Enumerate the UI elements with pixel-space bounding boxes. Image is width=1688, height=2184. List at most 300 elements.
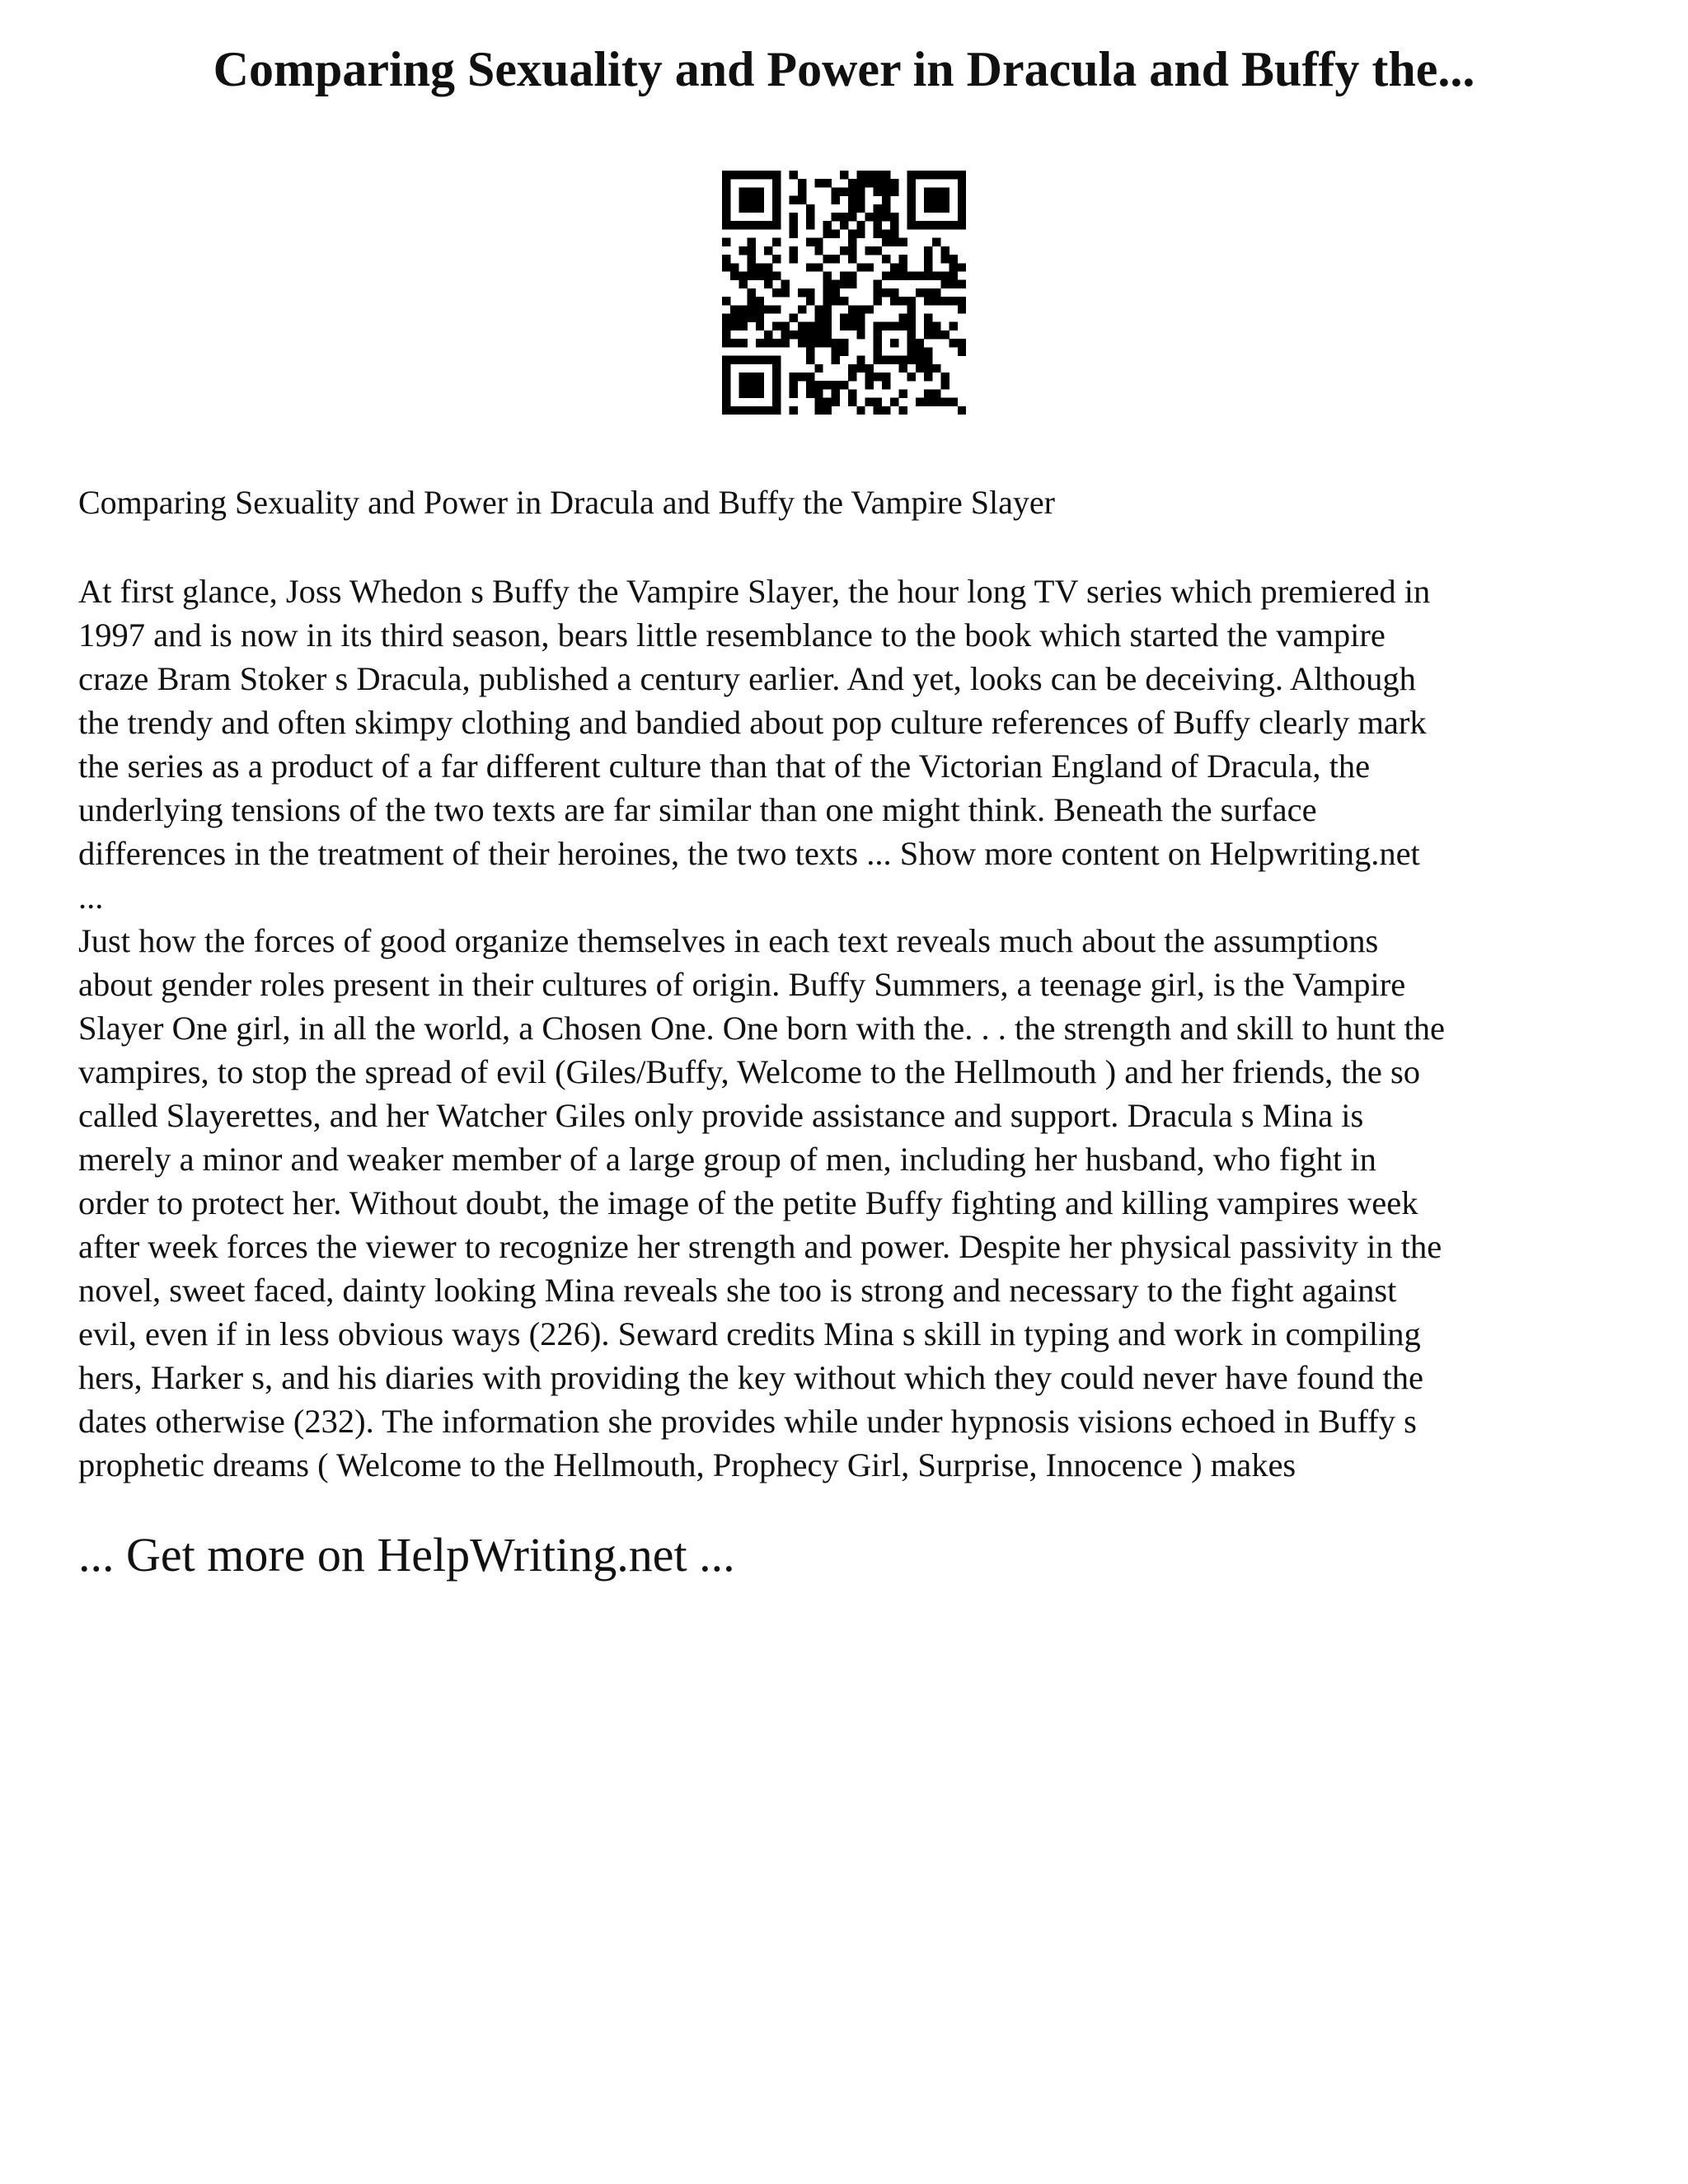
qr-module [940, 246, 949, 255]
qr-module [874, 398, 882, 406]
qr-module [950, 280, 958, 288]
qr-module [722, 187, 730, 195]
qr-module [950, 297, 958, 305]
qr-module [806, 339, 814, 347]
qr-module [772, 288, 781, 297]
qr-module [772, 255, 781, 263]
qr-module [924, 171, 932, 179]
qr-code-icon[interactable] [722, 171, 966, 415]
qr-module [823, 179, 831, 187]
qr-module [790, 314, 798, 322]
qr-module [874, 187, 882, 195]
qr-module [907, 339, 916, 347]
qr-module [832, 389, 840, 397]
essay-line: about gender roles present in their cultures of origin. Buffy Summers, a teenage girl, is the Vampire [78, 966, 1406, 1003]
qr-module [924, 204, 932, 213]
qr-module [907, 196, 916, 204]
qr-module [722, 339, 730, 347]
qr-module [832, 280, 840, 288]
qr-module [814, 322, 823, 330]
show-more-line[interactable]: differences in the treatment of their heroines, the two texts ... Show more content on Helpwriting.net [78, 835, 1420, 872]
qr-module [790, 213, 798, 221]
qr-module [848, 229, 856, 237]
qr-module [748, 288, 756, 297]
qr-module [958, 179, 966, 187]
qr-module [932, 297, 940, 305]
qr-module [874, 347, 882, 355]
qr-module [756, 389, 764, 397]
qr-module [748, 271, 756, 279]
qr-module [748, 356, 756, 364]
qr-module [722, 314, 730, 322]
qr-module [840, 271, 848, 279]
qr-module [772, 381, 781, 389]
qr-module [907, 179, 916, 187]
qr-module [940, 187, 949, 195]
qr-module [890, 238, 898, 246]
qr-module [898, 238, 907, 246]
qr-module [924, 246, 932, 255]
qr-module [798, 322, 806, 330]
qr-module [940, 373, 949, 381]
qr-module [823, 406, 831, 415]
qr-module [790, 171, 798, 179]
qr-module [898, 255, 907, 263]
qr-module [738, 389, 747, 397]
qr-module [840, 187, 848, 195]
qr-module [940, 204, 949, 213]
qr-module [874, 339, 882, 347]
qr-module [924, 356, 932, 364]
qr-module [748, 204, 756, 213]
qr-module [882, 271, 890, 279]
qr-module [748, 187, 756, 195]
qr-module [958, 204, 966, 213]
essay-line: novel, sweet faced, dainty looking Mina reveals she too is strong and necessary to the fight against [78, 1272, 1397, 1309]
qr-module [738, 373, 747, 381]
qr-module [798, 373, 806, 381]
qr-module [958, 213, 966, 221]
qr-module [950, 255, 958, 263]
qr-module [898, 364, 907, 373]
qr-module [950, 271, 958, 279]
qr-module [856, 330, 865, 339]
qr-module [738, 406, 747, 415]
qr-module [798, 187, 806, 195]
qr-module [865, 381, 874, 389]
qr-module [814, 238, 823, 246]
qr-module [806, 389, 814, 397]
qr-module [814, 381, 823, 389]
qr-module [814, 263, 823, 271]
qr-module [823, 288, 831, 297]
qr-module [832, 398, 840, 406]
qr-module [907, 204, 916, 213]
qr-module [722, 356, 730, 364]
qr-module [798, 305, 806, 313]
qr-module [772, 305, 781, 313]
qr-module [916, 339, 924, 347]
qr-module [772, 171, 781, 179]
essay-line: the trendy and often skimpy clothing and bandied about pop culture references of Buffy clearly mark [78, 704, 1427, 741]
qr-module [772, 322, 781, 330]
qr-module [722, 171, 730, 179]
essay-line: Slayer One girl, in all the world, a Chosen One. One born with the. . . the strength and skill to hunt the [78, 1010, 1445, 1047]
qr-module [798, 339, 806, 347]
qr-module [748, 297, 756, 305]
qr-module [932, 288, 940, 297]
qr-module [882, 179, 890, 187]
qr-module [924, 196, 932, 204]
qr-module [874, 288, 882, 297]
qr-module [772, 406, 781, 415]
qr-module [874, 221, 882, 229]
qr-module [882, 229, 890, 237]
qr-module [882, 196, 890, 204]
qr-module [865, 373, 874, 381]
qr-module [882, 213, 890, 221]
essay-line: 1997 and is now in its third season, bears little resemblance to the book which started the vampire [78, 616, 1386, 654]
qr-module [848, 398, 856, 406]
qr-module [823, 305, 831, 313]
qr-module [806, 347, 814, 355]
qr-module [764, 339, 772, 347]
qr-module [848, 305, 856, 313]
qr-module [848, 187, 856, 195]
qr-module [856, 179, 865, 187]
qr-module [958, 263, 966, 271]
qr-module [722, 204, 730, 213]
qr-module [823, 271, 831, 279]
qr-module [738, 246, 747, 255]
qr-module [924, 347, 932, 355]
essay-line: dates otherwise (232). The information she provides while under hypnosis visions echoed in Buffy s [78, 1403, 1417, 1440]
qr-module [950, 221, 958, 229]
qr-module [738, 322, 747, 330]
qr-module [790, 373, 798, 381]
qr-module [856, 171, 865, 179]
essay-line: hers, Harker s, and his diaries with providing the key without which they could never have found the [78, 1359, 1423, 1396]
qr-module [832, 297, 840, 305]
qr-module [738, 196, 747, 204]
qr-module [823, 255, 831, 263]
qr-module [823, 339, 831, 347]
qr-module [756, 171, 764, 179]
qr-module [738, 356, 747, 364]
qr-module [806, 238, 814, 246]
qr-module [856, 229, 865, 237]
qr-module [856, 314, 865, 322]
qr-module [722, 330, 730, 339]
qr-module [722, 255, 730, 263]
qr-module [722, 398, 730, 406]
qr-module [790, 255, 798, 263]
qr-module [806, 204, 814, 213]
qr-module [772, 213, 781, 221]
qr-module [832, 196, 840, 204]
qr-module [764, 305, 772, 313]
qr-module [756, 196, 764, 204]
qr-module [764, 271, 772, 279]
qr-module [940, 381, 949, 389]
qr-module [950, 322, 958, 330]
qr-module [722, 364, 730, 373]
qr-module [890, 213, 898, 221]
qr-module [916, 288, 924, 297]
essay-line: underlying tensions of the two texts are far similar than one might think. Beneath the surface [78, 791, 1317, 828]
qr-module [882, 373, 890, 381]
qr-module [764, 246, 772, 255]
essay-line: vampires, to stop the spread of evil (Giles/Buffy, Welcome to the Hellmouth ) and her friends, the so [78, 1053, 1420, 1090]
qr-module [916, 347, 924, 355]
essay-line: Just how the forces of good organize themselves in each text reveals much about the assumptions [78, 922, 1379, 959]
qr-module [916, 356, 924, 364]
get-more-link[interactable]: ... Get more on HelpWriting.net ... [78, 1528, 735, 1582]
qr-module [958, 221, 966, 229]
qr-module [738, 339, 747, 347]
qr-module [730, 221, 738, 229]
qr-module [748, 381, 756, 389]
qr-module [924, 398, 932, 406]
qr-module [865, 171, 874, 179]
qr-module [874, 322, 882, 330]
qr-module [856, 221, 865, 229]
qr-module [882, 356, 890, 364]
qr-module [924, 314, 932, 322]
qr-module [798, 330, 806, 339]
qr-module [840, 339, 848, 347]
qr-module [916, 221, 924, 229]
qr-module [756, 356, 764, 364]
qr-module [738, 381, 747, 389]
qr-module [932, 187, 940, 195]
qr-module [764, 330, 772, 339]
qr-module [874, 330, 882, 339]
qr-module [898, 406, 907, 415]
qr-module [898, 263, 907, 271]
qr-module [848, 204, 856, 213]
qr-module [882, 406, 890, 415]
qr-module [907, 213, 916, 221]
qr-module [748, 263, 756, 271]
qr-module [848, 246, 856, 255]
qr-module [856, 406, 865, 415]
qr-module [748, 246, 756, 255]
qr-module [781, 288, 789, 297]
qr-module [848, 314, 856, 322]
qr-module [738, 221, 747, 229]
qr-module [924, 389, 932, 397]
qr-module [748, 314, 756, 322]
qr-module [958, 171, 966, 179]
essay-heading: Comparing Sexuality and Power in Dracula and Buffy the Vampire Slayer [78, 484, 1055, 521]
qr-module [907, 330, 916, 339]
qr-module [865, 179, 874, 187]
qr-module [958, 406, 966, 415]
qr-module [748, 196, 756, 204]
qr-module [748, 221, 756, 229]
qr-module [874, 246, 882, 255]
qr-module [748, 406, 756, 415]
qr-module [848, 271, 856, 279]
qr-module [756, 381, 764, 389]
qr-module [856, 305, 865, 313]
qr-module [814, 406, 823, 415]
qr-module [874, 204, 882, 213]
qr-module [722, 213, 730, 221]
qr-module [958, 347, 966, 355]
qr-module [890, 179, 898, 187]
essay-line: the series as a product of a far different culture than that of the Victorian England of Dracula, the [78, 748, 1371, 785]
qr-module [874, 171, 882, 179]
qr-module [924, 221, 932, 229]
qr-module [840, 314, 848, 322]
essay-line: after week forces the viewer to recognize her strength and power. Despite her physical passivity in the [78, 1228, 1442, 1265]
qr-module [856, 322, 865, 330]
qr-module [806, 213, 814, 221]
qr-module [832, 288, 840, 297]
qr-module [772, 238, 781, 246]
qr-module [898, 297, 907, 305]
qr-module [865, 246, 874, 255]
qr-module [907, 347, 916, 355]
qr-module [764, 221, 772, 229]
qr-module [856, 364, 865, 373]
qr-module [874, 229, 882, 237]
qr-module [730, 314, 738, 322]
qr-module [823, 229, 831, 237]
qr-module [882, 255, 890, 263]
qr-module [730, 171, 738, 179]
qr-module [932, 398, 940, 406]
qr-module [730, 339, 738, 347]
qr-module [840, 213, 848, 221]
qr-module [848, 255, 856, 263]
qr-code-graphic [722, 171, 966, 415]
qr-module [950, 339, 958, 347]
qr-module [772, 196, 781, 204]
qr-module [907, 221, 916, 229]
qr-module [823, 280, 831, 288]
qr-module [882, 322, 890, 330]
qr-module [832, 213, 840, 221]
qr-module [748, 389, 756, 397]
qr-module [781, 330, 789, 339]
qr-module [814, 330, 823, 339]
qr-module [874, 179, 882, 187]
qr-module [907, 314, 916, 322]
qr-module [865, 364, 874, 373]
qr-module [790, 229, 798, 237]
qr-module [958, 280, 966, 288]
qr-module [890, 339, 898, 347]
qr-module [907, 271, 916, 279]
qr-module [882, 238, 890, 246]
qr-module [823, 381, 831, 389]
qr-module [738, 204, 747, 213]
qr-module [764, 406, 772, 415]
qr-module [738, 187, 747, 195]
qr-module [950, 171, 958, 179]
qr-module [772, 356, 781, 364]
qr-module [756, 322, 764, 330]
qr-module [874, 373, 882, 381]
qr-module [940, 271, 949, 279]
qr-module [890, 297, 898, 305]
essay-line: evil, even if in less obvious ways (226). Seward credits Mina s skill in typing and work in compiling [78, 1315, 1421, 1352]
qr-module [940, 297, 949, 305]
qr-module [722, 297, 730, 305]
qr-module [874, 280, 882, 288]
qr-module [898, 322, 907, 330]
qr-module [958, 196, 966, 204]
qr-module [756, 271, 764, 279]
qr-module [748, 238, 756, 246]
qr-module [832, 229, 840, 237]
qr-module [924, 330, 932, 339]
qr-module [907, 297, 916, 305]
qr-module [756, 204, 764, 213]
qr-module [772, 204, 781, 213]
qr-module [722, 389, 730, 397]
qr-module [814, 339, 823, 347]
qr-module [890, 356, 898, 364]
qr-module [840, 246, 848, 255]
qr-module [840, 347, 848, 355]
qr-module [772, 364, 781, 373]
qr-module [865, 263, 874, 271]
qr-module [856, 356, 865, 364]
qr-module [806, 322, 814, 330]
qr-module [756, 339, 764, 347]
qr-module [940, 398, 949, 406]
qr-module [916, 364, 924, 373]
qr-module [781, 280, 789, 288]
qr-module [924, 297, 932, 305]
qr-module [806, 356, 814, 364]
qr-module [848, 322, 856, 330]
qr-module [748, 255, 756, 263]
qr-module [772, 179, 781, 187]
qr-module [756, 297, 764, 305]
qr-module [840, 171, 848, 179]
qr-module [890, 221, 898, 229]
qr-module [756, 263, 764, 271]
qr-module [756, 373, 764, 381]
qr-module [907, 305, 916, 313]
qr-module [907, 373, 916, 381]
qr-module [832, 255, 840, 263]
qr-module [756, 187, 764, 195]
document-title: Comparing Sexuality and Power in Dracula and Buffy the... [213, 42, 1475, 96]
qr-module [932, 271, 940, 279]
qr-module [865, 398, 874, 406]
qr-module [898, 389, 907, 397]
qr-module [798, 288, 806, 297]
qr-module [840, 221, 848, 229]
qr-module [940, 280, 949, 288]
qr-module [730, 322, 738, 330]
qr-module [890, 271, 898, 279]
qr-module [874, 213, 882, 221]
qr-module [940, 255, 949, 263]
qr-module [882, 187, 890, 195]
qr-module [806, 330, 814, 339]
qr-module [932, 238, 940, 246]
qr-module [874, 406, 882, 415]
qr-module [730, 406, 738, 415]
qr-module [772, 271, 781, 279]
